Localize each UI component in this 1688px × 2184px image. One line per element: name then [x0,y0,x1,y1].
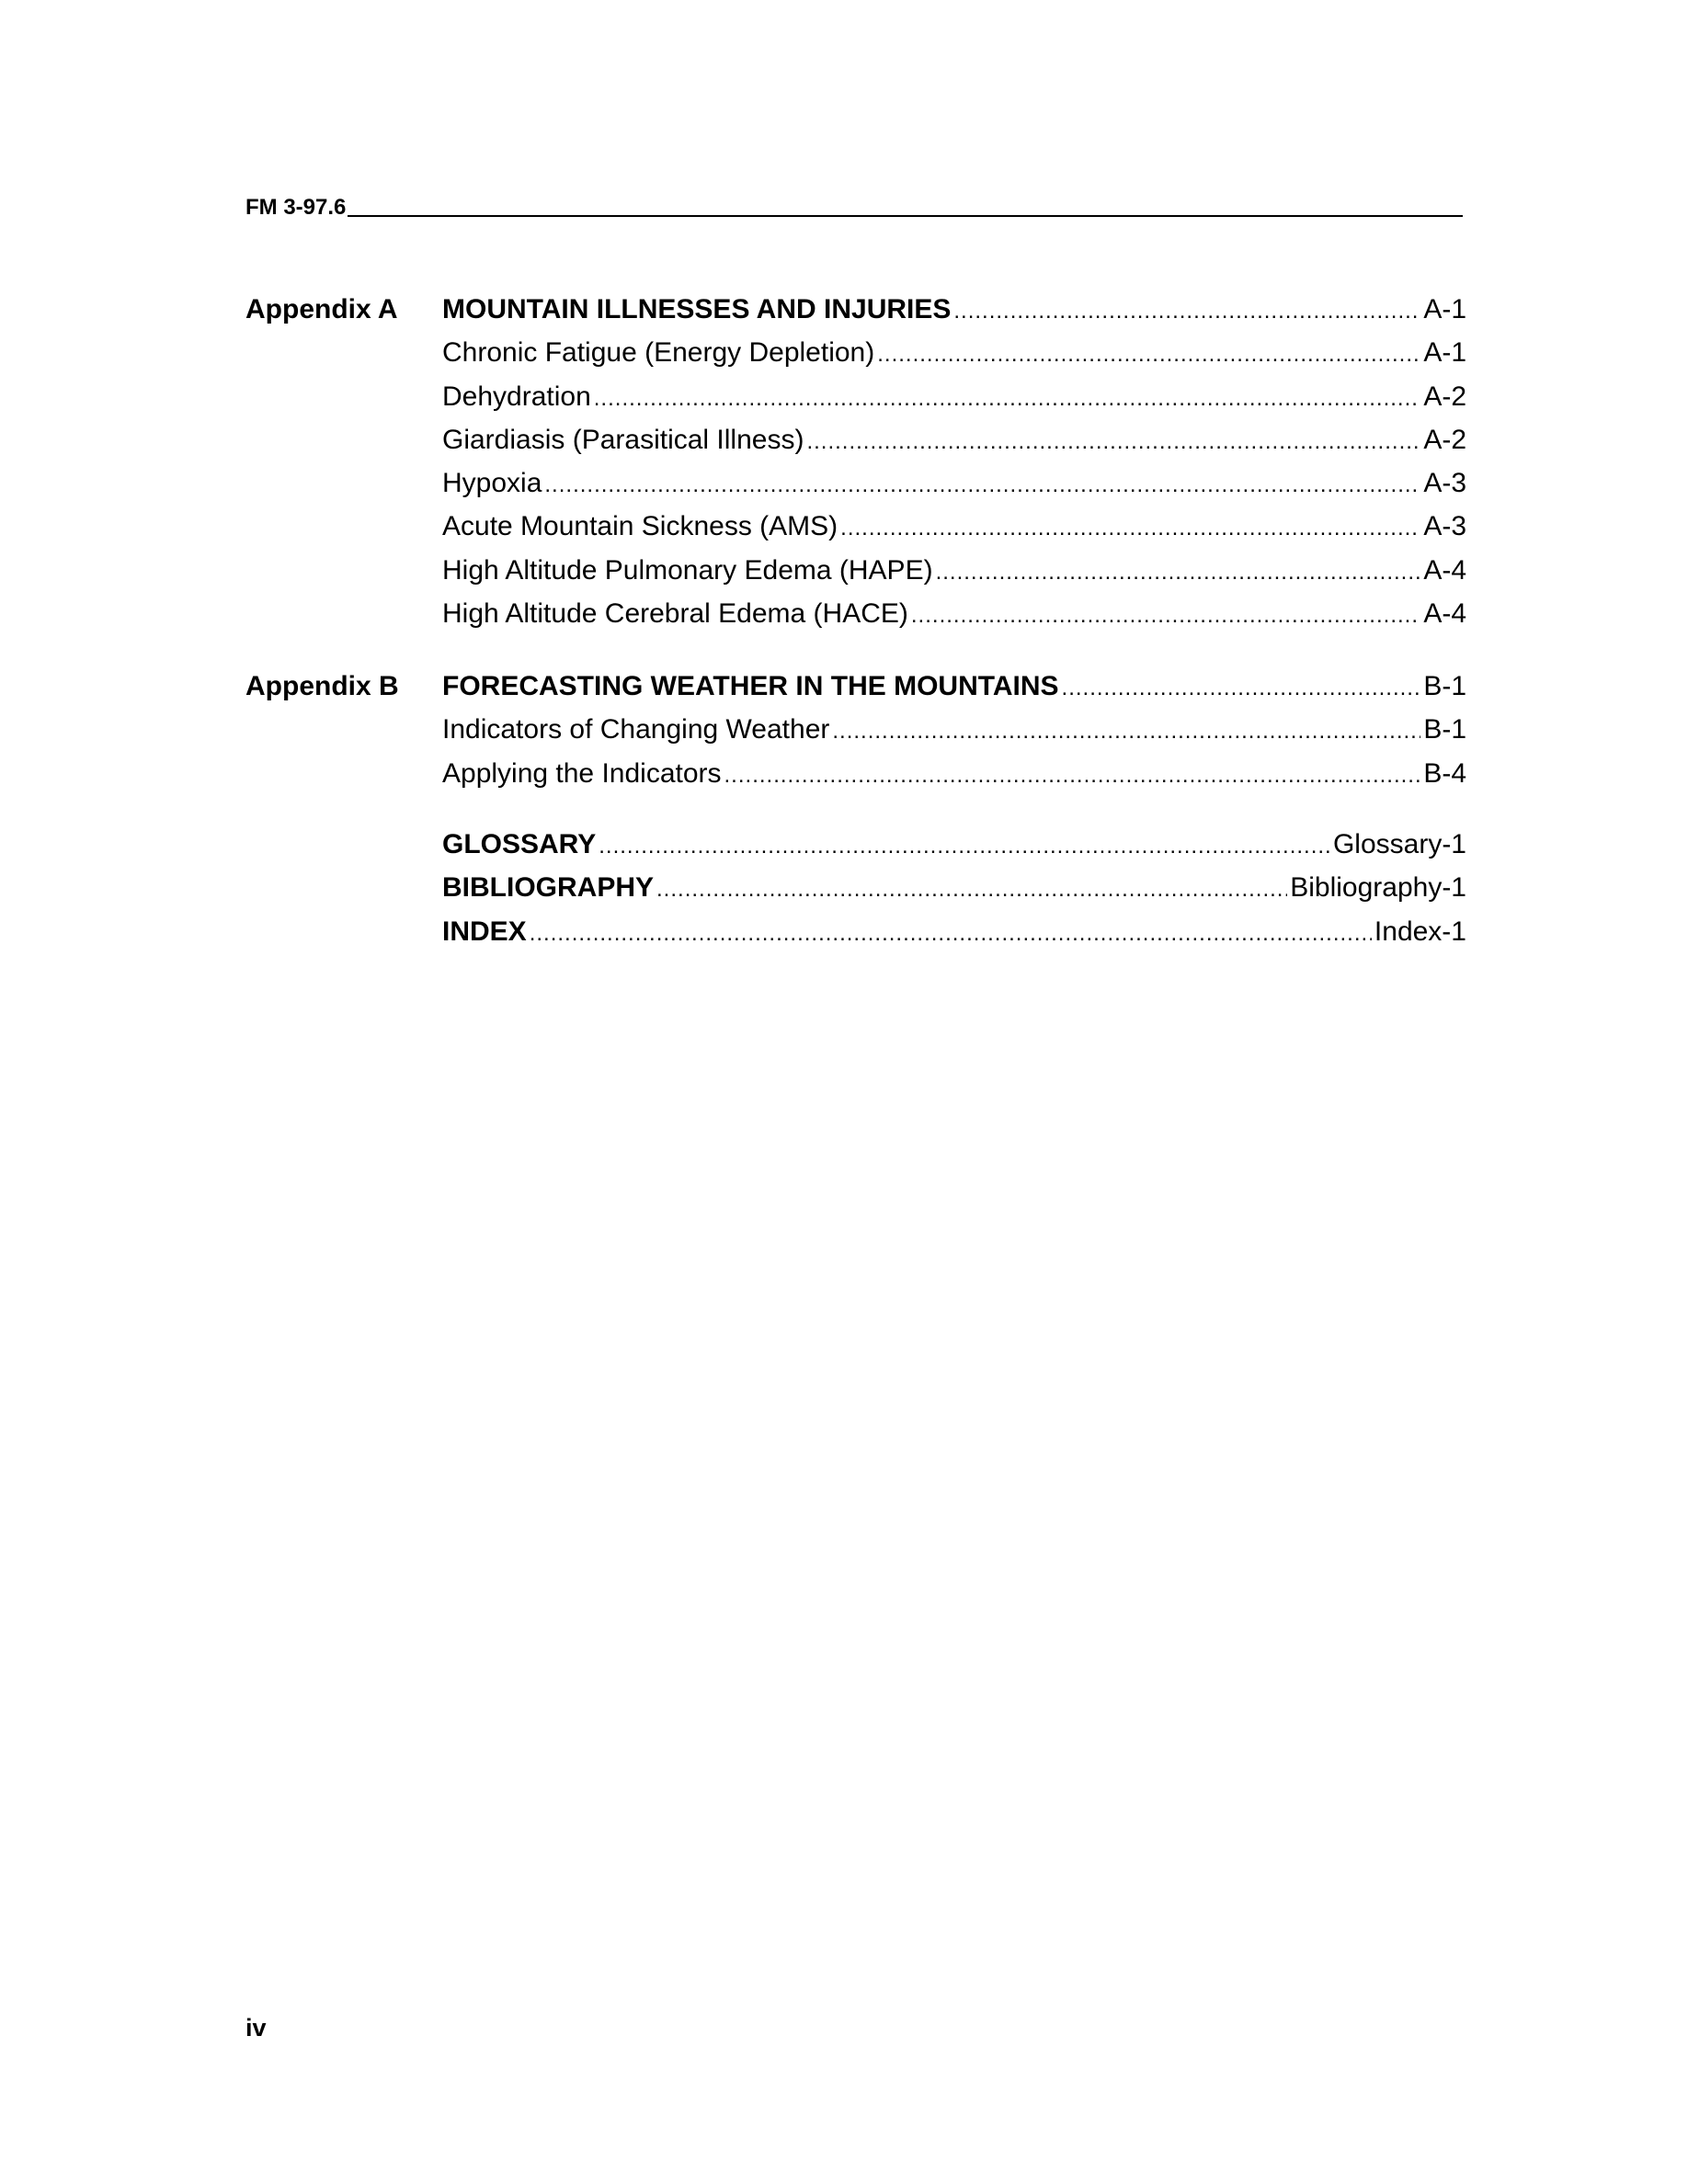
toc-entry-bibliography[interactable] [442,874,1466,917]
toc-entry-title: Giardiasis (Parasitical Illness) [442,424,804,455]
toc-entry-title: Indicators of Changing Weather [442,714,830,745]
toc-entry-title: High Altitude Pulmonary Edema (HAPE) [442,554,933,586]
toc-entry-page: A-4 [1423,598,1466,630]
document-id: FM 3-97.6 [245,195,347,220]
dot-leader [877,344,1420,366]
toc-entry-page: B-4 [1423,757,1466,789]
toc-entry-title: INDEX [442,916,527,947]
dot-leader [936,562,1421,584]
appendix-b-label: Appendix B [245,671,399,701]
toc-entry-title: Acute Mountain Sickness (AMS) [442,511,838,542]
toc-entry-page: B-1 [1423,671,1466,701]
toc-entry[interactable] [442,554,1466,600]
toc-entry[interactable] [442,296,1466,339]
dot-leader [656,879,1287,901]
dot-leader [724,765,1421,787]
toc-entry[interactable] [442,757,1466,803]
toc-entry[interactable] [442,716,1466,759]
dot-leader [594,388,1421,410]
appendix-a-label: Appendix A [245,294,398,324]
dot-leader [1062,677,1421,700]
dot-leader [953,301,1420,323]
toc-entry-title: Dehydration [442,381,591,412]
toc-entry-page: A-2 [1423,381,1466,412]
toc-entry[interactable] [442,470,1466,513]
toc-entry-glossary[interactable] [442,831,1466,874]
dot-leader [832,721,1420,743]
toc-entry-page: A-2 [1423,424,1466,455]
toc-entry-title: High Altitude Cerebral Edema (HACE) [442,598,908,630]
running-header [245,197,1463,219]
dot-leader [840,518,1420,540]
toc-entry-page: Index-1 [1374,916,1466,947]
toc-entry-title: FORECASTING WEATHER IN THE MOUNTAINS [442,671,1059,701]
toc-entry[interactable] [442,673,1466,716]
toc-entry-title: Applying the Indicators [442,757,722,789]
toc-entry-page: Glossary-1 [1332,829,1466,859]
toc-entry[interactable] [442,339,1466,382]
toc-entry-page: A-1 [1423,294,1466,324]
toc-entry[interactable] [442,424,1466,470]
toc-entry[interactable] [442,600,1466,643]
toc-entry-page: A-4 [1423,554,1466,586]
toc-entry-page: B-1 [1423,714,1466,745]
toc-entry-title: GLOSSARY [442,829,597,859]
dot-leader [599,836,1330,858]
dot-leader [544,474,1420,496]
dot-leader [806,431,1420,453]
back-matter-entries [442,831,1466,961]
toc-entry-title: BIBLIOGRAPHY [442,872,655,904]
toc-entry-title: Chronic Fatigue (Energy Depletion) [442,337,875,369]
toc-entry-page: A-1 [1423,337,1466,369]
dot-leader [530,923,1372,945]
appendix-a-entries [442,296,1466,643]
toc-entry-page: A-3 [1423,468,1466,499]
page-number: iv [245,2014,267,2042]
toc-entry[interactable] [442,513,1466,556]
toc-entry-page: Bibliography-1 [1290,872,1466,904]
toc-entry[interactable] [442,383,1466,427]
toc-entry-title: MOUNTAIN ILLNESSES AND INJURIES [442,294,952,324]
dot-leader [911,605,1420,627]
appendix-b-entries [442,673,1466,803]
toc-entry-page: A-3 [1423,511,1466,542]
toc-entry-index[interactable] [442,918,1466,961]
toc-entry-title: Hypoxia [442,468,542,499]
header-rule [348,215,1463,217]
